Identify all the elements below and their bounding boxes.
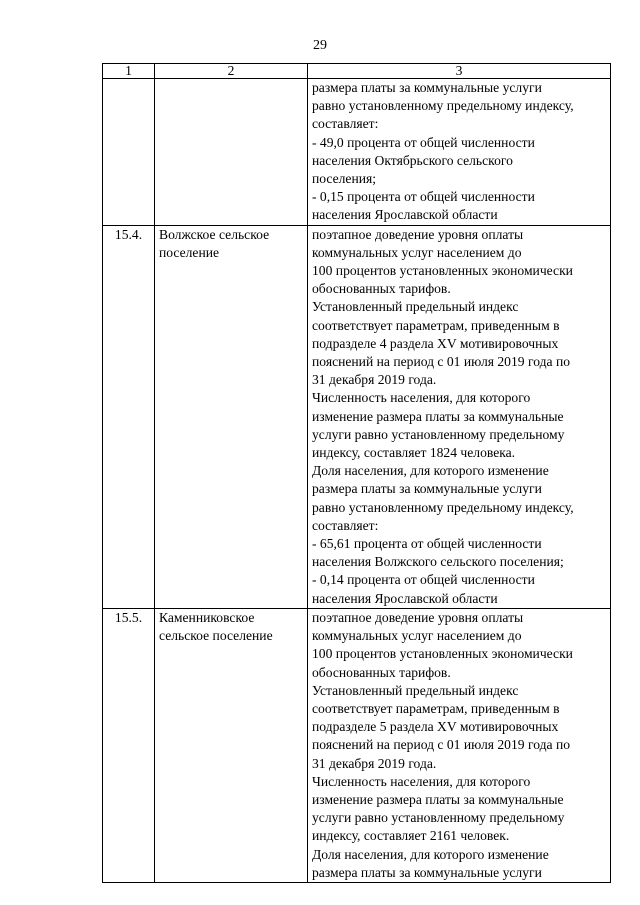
description-line: 31 декабря 2019 года. [312, 372, 437, 388]
description-cell [308, 608, 611, 882]
table-row [103, 225, 611, 608]
description-line: 100 процентов установленных экономически [312, 263, 573, 279]
description-line: обоснованных тарифов. [312, 664, 451, 680]
table-header-row [103, 64, 611, 79]
description-line: индексу, составляет 1824 человека. [312, 445, 516, 461]
description-line: обоснованных тарифов. [312, 281, 451, 297]
settlement-name-cell [155, 225, 308, 608]
description-line: подразделе 4 раздела XV мотивировочных [312, 335, 559, 351]
table-row [103, 79, 611, 226]
description-line: пояснений на период с 01 июля 2019 года по [312, 354, 571, 370]
description-line: размера платы за коммунальные услуги [312, 864, 542, 880]
description-line: индексу, составляет 2161 человек. [312, 828, 510, 844]
description-line: - 49,0 процента от общей численности [312, 134, 535, 150]
header-cell-2: 2 [155, 64, 308, 79]
description-line: равно установленному предельному индексу, [312, 98, 574, 114]
description-line: услуги равно установленному предельному [312, 426, 565, 442]
description-line: поселения; [312, 171, 377, 187]
tariff-table [102, 63, 611, 883]
settlement-name-line: сельское поселение [159, 628, 273, 644]
description-line: населения Волжского сельского поселения; [312, 554, 564, 570]
description-line: Установленный предельный индекс [312, 682, 519, 698]
description-line: поэтапное доведение уровня оплаты [312, 609, 524, 625]
settlement-name-cell [155, 608, 308, 882]
description-line: населения Ярославской области [312, 207, 498, 223]
description-line: Установленный предельный индекс [312, 299, 519, 315]
table-row [103, 608, 611, 882]
description-line: изменение размера платы за коммунальные [312, 408, 564, 424]
description-line: соответствует параметрам, приведенным в [312, 700, 560, 716]
description-cell [308, 225, 611, 608]
description-line: - 0,14 процента от общей численности [312, 572, 535, 588]
description-line: 100 процентов установленных экономически [312, 646, 573, 662]
description-line: Численность населения, для которого [312, 773, 531, 789]
description-line: коммунальных услуг населением до [312, 244, 522, 260]
row-number-cell: 15.4. [103, 225, 155, 608]
description-line: поэтапное доведение уровня оплаты [312, 226, 524, 242]
header-cell-1: 1 [103, 64, 155, 79]
description-line: - 65,61 процента от общей численности [312, 536, 542, 552]
description-line: составляет: [312, 517, 379, 533]
description-line: населения Ярославской области [312, 590, 498, 606]
description-line: Численность населения, для которого [312, 390, 531, 406]
description-line: размера платы за коммунальные услуги [312, 80, 542, 95]
description-cell [308, 79, 611, 226]
row-number-cell: 15.5. [103, 608, 155, 882]
description-line: населения Октябрьского сельского [312, 152, 513, 168]
settlement-name-line: поселение [159, 244, 220, 260]
settlement-name-cell [155, 79, 308, 226]
description-line: Доля населения, для которого изменение [312, 846, 549, 862]
description-line: услуги равно установленному предельному [312, 810, 565, 826]
page-number: 29 [313, 38, 327, 53]
settlement-name-line: Каменниковское [159, 609, 255, 625]
description-line: пояснений на период с 01 июля 2019 года по [312, 737, 571, 753]
description-line: размера платы за коммунальные услуги [312, 481, 542, 497]
description-line: изменение размера платы за коммунальные [312, 791, 564, 807]
settlement-name-line: Волжское сельское [159, 226, 270, 242]
header-cell-3: 3 [308, 64, 611, 79]
description-line: равно установленному предельному индексу, [312, 499, 574, 515]
description-line: соответствует параметрам, приведенным в [312, 317, 560, 333]
description-line: подразделе 5 раздела XV мотивировочных [312, 719, 559, 735]
description-line: составляет: [312, 116, 379, 132]
description-line: Доля населения, для которого изменение [312, 463, 549, 479]
description-line: 31 декабря 2019 года. [312, 755, 437, 771]
description-line: коммунальных услуг населением до [312, 628, 522, 644]
row-number-cell [103, 79, 155, 226]
description-line: - 0,15 процента от общей численности [312, 189, 535, 205]
